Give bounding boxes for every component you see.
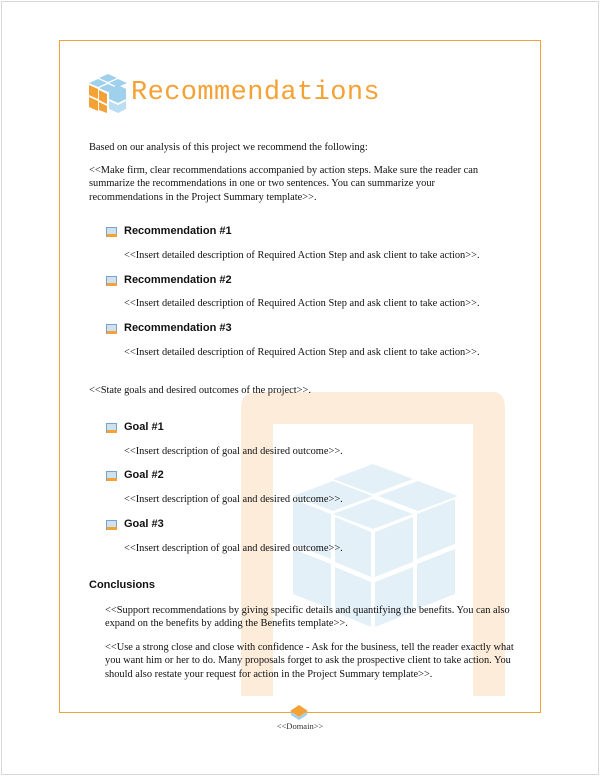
goal-heading-1: Goal #1 xyxy=(124,421,164,433)
goals-intro: <<State goals and desired outcomes of the project>>. xyxy=(89,385,311,396)
goal-description-3: <<Insert description of goal and desired outcome>>. xyxy=(124,543,343,554)
conclusions-heading: Conclusions xyxy=(89,579,156,591)
goal-description-2: <<Insert description of goal and desired outcome>>. xyxy=(124,494,343,505)
footer-diamond-icon xyxy=(282,703,316,721)
bullet-icon xyxy=(106,471,117,481)
recommendations-paragraph: <<Make firm, clear recommendations accompanied by action steps. Make sure the reader can summarize the recommendations in one or two sentences. You can summarize your recommendations in the Project Summary template>>. xyxy=(89,165,479,203)
page-title: Recommendations xyxy=(131,78,381,108)
recommendation-description-1: <<Insert detailed description of Required Action Step and ask client to take action>>. xyxy=(124,250,480,261)
recommendation-heading-2: Recommendation #2 xyxy=(124,274,232,286)
bullet-icon xyxy=(106,276,117,286)
goal-heading-3: Goal #3 xyxy=(124,518,164,530)
bullet-icon xyxy=(106,227,117,237)
goal-description-1: <<Insert description of goal and desired outcome>>. xyxy=(124,446,343,457)
footer-domain-text: <<Domain>> xyxy=(276,721,324,731)
recommendation-description-2: <<Insert detailed description of Required Action Step and ask client to take action>>. xyxy=(124,298,480,309)
conclusions-paragraph-1: <<Support recommendations by giving specific details and quantifying the benefits. You can also expand on the benefits by adding the Benefits template>>. xyxy=(105,605,510,630)
bullet-icon xyxy=(106,324,117,334)
cube-logo-icon xyxy=(86,72,130,114)
goal-heading-2: Goal #2 xyxy=(124,469,164,481)
bullet-icon xyxy=(106,520,117,530)
recommendation-description-3: <<Insert detailed description of Required Action Step and ask client to take action>>. xyxy=(124,347,480,358)
intro-text: Based on our analysis of this project we recommend the following: xyxy=(89,142,368,153)
recommendation-heading-3: Recommendation #3 xyxy=(124,322,232,334)
conclusions-paragraph-2: <<Use a strong close and close with confidence - Ask for the business, tell the reader exactly what you want him or her to do. Many proposals forget to ask the prospective client to take action. You should also restate your request for action in the Project Summary template>>. xyxy=(105,642,514,680)
bullet-icon xyxy=(106,423,117,433)
recommendation-heading-1: Recommendation #1 xyxy=(124,225,232,237)
